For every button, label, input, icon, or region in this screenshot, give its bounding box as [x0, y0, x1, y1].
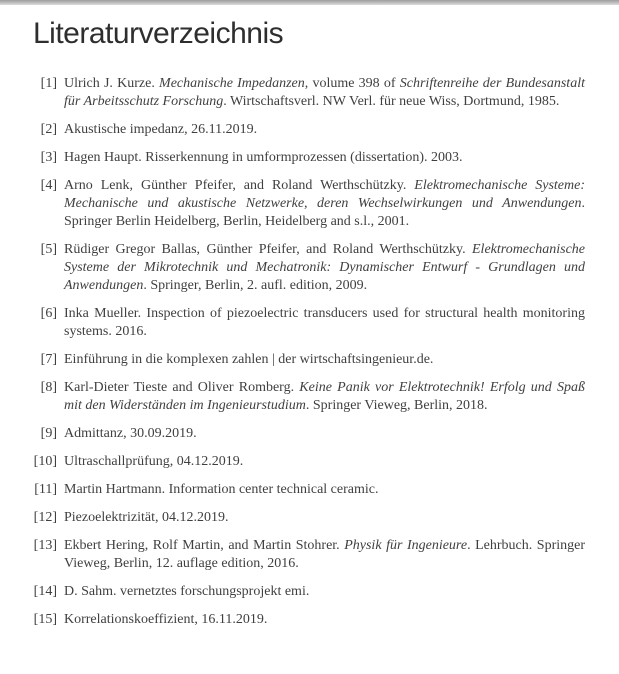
entry-text	[64, 121, 585, 139]
entry-text	[64, 425, 585, 443]
entry-text-segment: . Springer, Berlin, 2. aufl. edition, 2009.	[143, 278, 368, 293]
entry-label: [12]	[33, 510, 57, 525]
entry-text-segment: Martin Hartmann. Information center technical ceramic.	[64, 482, 379, 497]
entry-label: [6]	[40, 306, 57, 321]
entry-text	[64, 453, 585, 471]
entry-text-segment: Rüdiger Gregor Ballas, Günther Pfeifer, and Roland Werthschützky.	[64, 242, 472, 257]
entry-label: [13]	[33, 538, 57, 553]
entry-text	[64, 241, 585, 295]
entry-text	[64, 583, 585, 601]
entry-text-segment: . Springer Berlin Heidelberg, Berlin, Heidelberg and s.l., 2001.	[64, 196, 585, 229]
entry-label: [14]	[33, 584, 57, 599]
bibliography-entry	[31, 425, 585, 443]
entry-label: [10]	[33, 454, 57, 469]
bibliography-list	[31, 75, 585, 629]
entry-text	[64, 177, 585, 231]
bibliography-entry	[31, 379, 585, 415]
entry-text-italic-segment: Elektromechanische Systeme: Mechanische und akustische Netzwerke, deren Wechselwirkungen und Anwendungen	[64, 178, 586, 211]
entry-text	[64, 481, 585, 499]
entry-text-segment: Ekbert Hering, Rolf Martin, and Martin Stohrer.	[64, 538, 345, 553]
entry-text-segment: Akustische impedanz, 26.11.2019.	[64, 122, 258, 137]
entry-text	[64, 379, 585, 415]
entry-text	[64, 611, 585, 629]
entry-text-segment: Korrelationskoeffizient, 16.11.2019.	[64, 612, 268, 627]
document-page	[0, 17, 619, 629]
page-top-border	[0, 0, 619, 5]
entry-text-segment: D. Sahm. vernetztes forschungsprojekt emi.	[64, 584, 310, 599]
entry-text-italic-segment: Mechanische Impedanzen	[159, 76, 305, 91]
bibliography-entry	[31, 537, 585, 573]
bibliography-entry	[31, 583, 585, 601]
entry-text-segment: Einführung in die komplexen zahlen | der wirtschaftsingenieur.de.	[64, 352, 434, 367]
entry-text-segment: . Lehrbuch. Springer Vieweg, Berlin, 12. auflage edition, 2016.	[64, 538, 586, 571]
entry-text-segment: Hagen Haupt. Risserkennung in umformprozessen (dissertation). 2003.	[64, 150, 463, 165]
entry-text-italic-segment: Schriftenreihe der Bundesanstalt für Arbeitsschutz Forschung	[64, 76, 585, 109]
entry-text-segment: Ulrich J. Kurze.	[64, 76, 160, 91]
bibliography-entry	[31, 611, 585, 629]
entry-text-italic-segment: Physik für Ingenieure	[344, 538, 468, 553]
entry-text	[64, 537, 585, 573]
entry-text-italic-segment: Elektromechanische Systeme der Mikrotechnik und Mechatronik: Dynamischer Entwurf - Grundlagen und Anwendungen	[64, 242, 585, 293]
entry-label: [5]	[40, 242, 57, 257]
entry-label: [7]	[40, 352, 57, 367]
entry-text-segment: . Wirtschaftsverl. NW Verl. für neue Wiss, Dortmund, 1985.	[223, 94, 560, 109]
entry-label: [2]	[40, 122, 57, 137]
entry-label: [11]	[34, 482, 57, 497]
bibliography-entry	[31, 75, 585, 111]
entry-text-segment: Inka Mueller. Inspection of piezoelectric transducers used for structural health monitoring systems. 2016.	[64, 306, 585, 339]
bibliography-title: Literaturverzeichnis	[33, 17, 284, 50]
entry-text	[64, 305, 585, 341]
entry-text-segment: Ultraschallprüfung, 04.12.2019.	[64, 454, 244, 469]
entry-text-italic-segment: Keine Panik vor Elektrotechnik! Erfolg und Spaß mit den Widerständen im Ingenieurstudium	[64, 380, 585, 413]
entry-text	[64, 149, 585, 167]
bibliography-entry	[31, 305, 585, 341]
entry-label: [9]	[40, 426, 57, 441]
entry-label: [8]	[40, 380, 57, 395]
bibliography-entry	[31, 453, 585, 471]
entry-text-segment: , volume 398 of	[304, 76, 400, 91]
entry-text-segment: Admittanz, 30.09.2019.	[64, 426, 197, 441]
entry-text-segment: Piezoelektrizität, 04.12.2019.	[64, 510, 229, 525]
entry-text	[64, 509, 585, 527]
bibliography-entry	[31, 177, 585, 231]
entry-text-segment: Karl-Dieter Tieste and Oliver Romberg.	[64, 380, 300, 395]
entry-text	[64, 75, 585, 111]
bibliography-entry	[31, 121, 585, 139]
entry-text-segment: Arno Lenk, Günther Pfeifer, and Roland Werthschützky.	[64, 178, 415, 193]
bibliography-entry	[31, 241, 585, 295]
entry-label: [3]	[40, 150, 57, 165]
entry-text	[64, 351, 585, 369]
entry-label: [1]	[40, 76, 57, 91]
bibliography-entry	[31, 351, 585, 369]
entry-text-segment: . Springer Vieweg, Berlin, 2018.	[305, 398, 488, 413]
bibliography-entry	[31, 509, 585, 527]
bibliography-entry	[31, 481, 585, 499]
entry-label: [4]	[40, 178, 57, 193]
bibliography-entry	[31, 149, 585, 167]
entry-label: [15]	[33, 612, 57, 627]
